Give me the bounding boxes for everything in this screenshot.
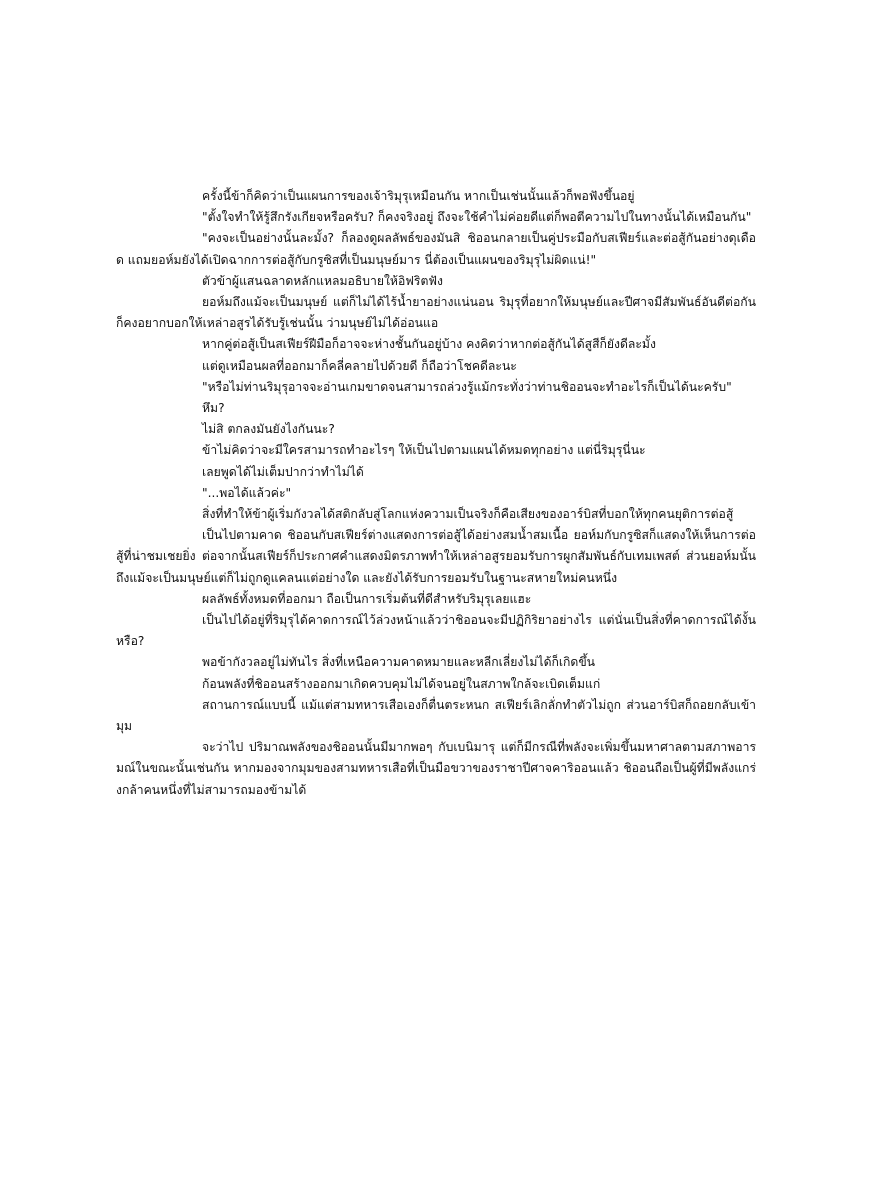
paragraph-14: สิ่งที่ทำให้ข้าผู้เริ่มกังวลได้สติกลับสู่โลกแห่งความเป็นจริงก็คือเสียงของอาร์บิสที่บอกให้ทุกคนยุติการต่อสู้ bbox=[202, 507, 734, 522]
paragraph-17: เป็นไปได้อยู่ที่ริมุรุได้คาดการณ์ไว้ล่วงหน้าแล้วว่าชิออนจะมีปฏิกิริยาอย่างไร แต่นั่นเป็นสิ่งที่คาดการณ์ได้งั้นหรือ? bbox=[116, 613, 756, 649]
paragraph-21: จะว่าไป ปริมาณพลังของชิออนนั้นมีมากพอๆ กับเบนิมารุ แต่ก็มีกรณีที่พลังจะเพิ่มขึ้นมหาศาลตามสภาพอารมณ์ในขณะนั้นเช่นกัน หากมองจากมุมของสามทหารเสือที่เป็นมือขวาของราชาปีศาจคาริออนแล้ว ชิออนถือเป็นผู้ที่มีพลังแกร่งกล้าคนหนึ่งที่ไม่สามารถมองข้ามได้ bbox=[116, 740, 756, 797]
paragraph-9: หึม? bbox=[202, 401, 225, 416]
paragraph-4: ตัวข้าผู้แสนฉลาดหลักแหลมอธิบายให้อิฟริตฟัง bbox=[202, 273, 443, 288]
paragraph-13: "...พอได้แล้วค่ะ" bbox=[202, 485, 292, 500]
document-body bbox=[116, 186, 756, 801]
paragraph-7: แต่ดูเหมือนผลที่ออกมาก็คลี่คลายไปด้วยดี ก็ถือว่าโชคดีละนะ bbox=[202, 358, 517, 373]
paragraph-20: สถานการณ์แบบนี้ แม้แต่สามทหารเสือเองก็ตื่นตระหนก สเฟียร์เลิกลั่กทำตัวไม่ถูก ส่วนอาร์บิสก็ถอยกลับเข้ามุม bbox=[116, 697, 756, 734]
paragraph-12: เลยพูดได้ไม่เต็มปากว่าทำไม่ได้ bbox=[202, 464, 364, 479]
paragraph-1: ครั้งนี้ข้าก็คิดว่าเป็นแผนการของเจ้าริมุรุเหมือนกัน หากเป็นเช่นนั้นแล้วก็พอฟังขึ้นอยู่ bbox=[202, 189, 635, 203]
paragraph-16: ผลลัพธ์ทั้งหมดที่ออกมา ถือเป็นการเริ่มต้นที่ดีสำหรับริมุรุเลยแฮะ bbox=[202, 591, 532, 606]
paragraph-5: ยอห์มถึงแม้จะเป็นมนุษย์ แต่ก็ไม่ได้ไร้น้ำยาอย่างแน่นอน ริมุรุที่อยากให้มนุษย์และปีศาจมีสัมพันธ์อันดีต่อกัน ก็คงอยากบอกให้เหล่าอสูรได้รับรู้เช่นนั้น ว่ามนุษย์ไม่ได้อ่อนแอ bbox=[116, 295, 756, 331]
paragraph-8: "หรือไม่ท่านริมุรุอาจจะอ่านเกมขาดจนสามารถล่วงรู้แม้กระทั่งว่าท่านชิออนจะทำอะไรก็เป็นได้นะครับ" bbox=[202, 379, 732, 394]
paragraph-10: ไม่สิ ตกลงมันยังไงกันนะ? bbox=[202, 422, 335, 437]
paragraph-6: หากคู่ต่อสู้เป็นสเฟียร์ฝีมือก็อาจจะห่างชั้นกันอยู่บ้าง คงคิดว่าหากต่อสู้กันได้สูสีก็ยังดีละมั้ง bbox=[202, 337, 656, 352]
paragraph-19: ก้อนพลังที่ชิออนสร้างออกมาเกิดควบคุมไม่ได้จนอยู่ในสภาพใกล้จะเบิดเต็มแก่ bbox=[202, 676, 601, 691]
paragraph-15: เป็นไปตามคาด ชิออนกับสเฟียร์ต่างแสดงการต่อสู้ได้อย่างสมน้ำสมเนื้อ ยอห์มกับกรูซิสก็แสดงให้เห็นการต่อสู้ที่น่าชมเชยยิ่ง ต่อจากนั้นสเฟียร์ก็ประกาศคำแสดงมิตรภาพทำให้เหล่าอสูรยอมรับการผูกสัมพันธ์กับเทมเพสต์ ส่วนยอห์มนั้นถึงแม้จะเป็นมนุษย์แต่ก็ไม่ถูกดูแคลนแต่อย่างใด และยังได้รับการยอมรับในฐานะสหายใหม่คนหนึ่ง bbox=[116, 528, 756, 585]
paragraph-18: พอข้ากังวลอยู่ไม่ทันไร สิ่งที่เหนือความคาดหมายและหลีกเลี่ยงไม่ได้ก็เกิดขึ้น bbox=[202, 655, 596, 670]
paragraph-3: "คงจะเป็นอย่างนั้นละมั้ง? ก็ลองดูผลลัพธ์ของมันสิ ชิออนกลายเป็นคู่ประมือกับสเฟียร์และต่อสู้กันอย่างดุเดือด แถมยอห์มยังได้เปิดฉากการต่อสู้กับกรูซิสที่เป็นมนุษย์มาร นี่ต้องเป็นแผนของริมุรุไม่ผิดแน่!" bbox=[116, 231, 756, 267]
paragraph-2: "ตั้งใจทำให้รู้สึกรังเกียจหรือครับ? ก็คงจริงอยู่ ถึงจะใช้คำไม่ค่อยดีแต่ก็พอตีความไปในทางนั้นได้เหมือนกัน" bbox=[202, 210, 752, 225]
paragraph-11: ข้าไม่คิดว่าจะมีใครสามารถทำอะไรๆ ให้เป็นไปตามแผนได้หมดทุกอย่าง แต่นี่ริมุรุนี่นะ bbox=[202, 443, 646, 458]
